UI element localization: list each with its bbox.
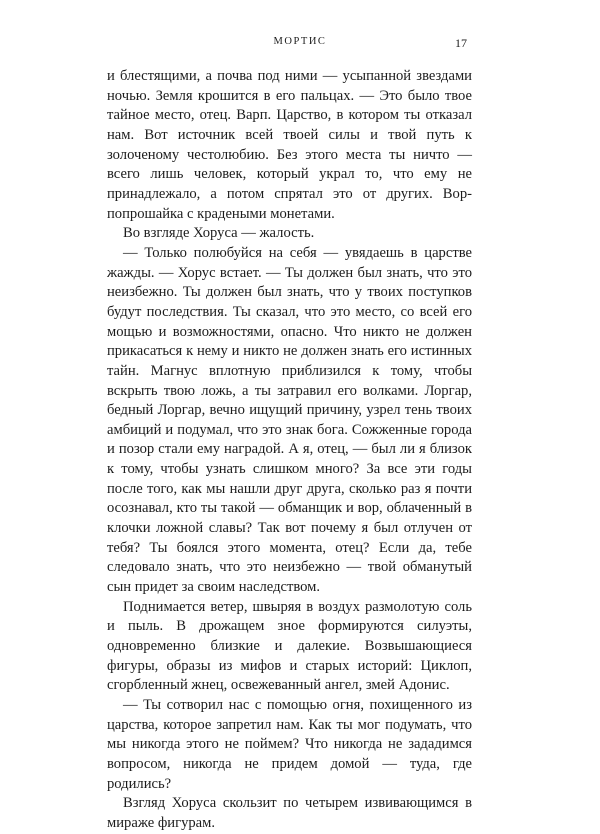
page-body (107, 67, 472, 834)
page-header (0, 36, 600, 52)
page-number: 17 (455, 36, 467, 50)
paragraph: Поднимается ветер, швыряя в воздух размолотую соль и пыль. В дрожащем зное формируются силуэты, одновременно близкие и далекие. Возвышающиеся фигуры, образы из мифов и старых историй: Циклоп, сгорбленный жнец, освежеванный ангел, змей Адонис. (107, 598, 472, 694)
paragraph: и блестящими, а почва под ними — усыпанной звездами ночью. Земля крошится в его пальцах. — Это было твое тайное место, отец. Варп. Царство, в котором ты отказал нам. Вот источник всей твоей силы и твой путь к золоченому честолюбию. Без этого места ты ничто — всего лишь человек, который украл то, что ему не принадлежало, а потом спрятал это от других. Вор-попрошайка с крадеными монетами. (107, 68, 472, 222)
paragraph: — Ты сотворил нас с помощью огня, похищенного из царства, которое запретил нам. Как ты мог подумать, что мы никогда этого не поймем? Что никогда не зададимся вопросом, никогда не придем домой — туда, где родились? (107, 697, 472, 792)
paragraph: Взгляд Хоруса скользит по четырем извивающимся в мираже фигурам. (107, 795, 472, 831)
paragraph: — Только полюбуйся на себя — увядаешь в царстве жажды. — Хорус встает. — Ты должен был знать, что это неизбежно. Ты должен был знать, что у твоих поступков будут последствия. Ты сказал, что это место, со всей его мощью и возможностями, опасно. Что никто не должен прикасаться к нему и никто не должен знать его истинных тайн. Магнус вплотную приблизился к тому, чтобы вскрыть твою ложь, а ты затравил его волками. Лоргар, бедный Лоргар, вечно ищущий причину, узрел тень твоих амбиций и подумал, что это знак бога. Сожженные города и позор стали ему наградой. А я, отец, — был ли я близок к тому, чтобы узнать слишком много? За все эти годы после того, как мы нашли друг друга, сколько раз я почти осознавал, кто ты такой — обманщик и вор, облаченный в клочки ложной славы? Так вот почему я был отлучен от тебя? Ты боялся этого момента, отец? Если да, тебе следовало знать, что это неизбежно — твой обманутый сын придет за своим наследством. (107, 244, 472, 596)
running-title: МОРТИС (273, 36, 327, 47)
paragraph: Во взгляде Хоруса — жалость. (123, 225, 315, 242)
